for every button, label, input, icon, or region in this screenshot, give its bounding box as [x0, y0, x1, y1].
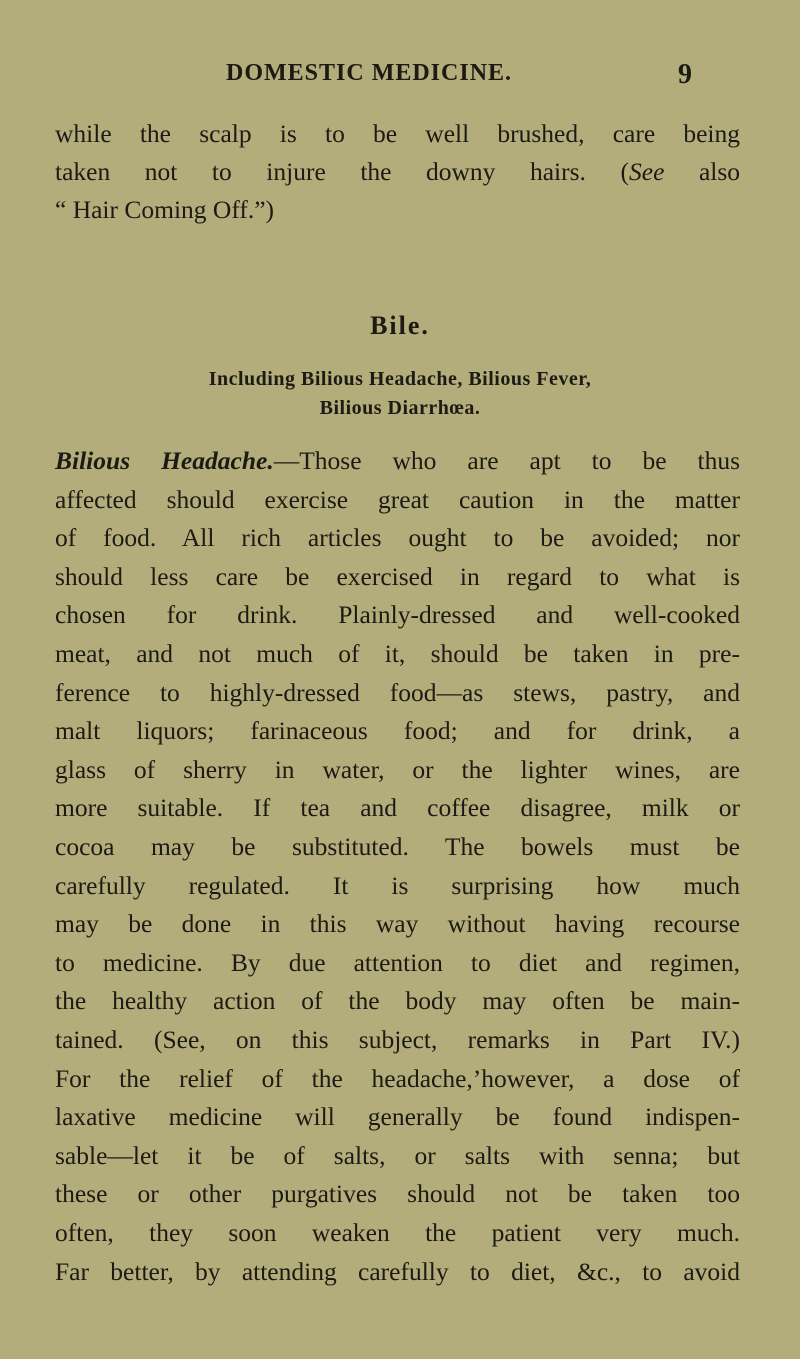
body-line	[55, 444, 740, 478]
body-line: sable—let it be of salts, or salts with senna; but	[55, 1140, 740, 1170]
body-line: For the relief of the headache,’however, a dose of	[55, 1063, 740, 1093]
running-head	[0, 60, 800, 90]
page-number: 9	[678, 59, 692, 90]
see-rest: also	[664, 157, 741, 186]
body-line: may be done in this way without having recourse	[55, 909, 740, 939]
body-line: cocoa may be substituted. The bowels must be	[55, 832, 740, 861]
body-line: laxative medicine will generally be found indispen-	[55, 1102, 740, 1132]
body-line: these or other purgatives should not be taken too	[55, 1179, 740, 1209]
body-line: to medicine. By due attention to diet and regimen,	[55, 947, 740, 977]
body-text: —Those who are apt to be thus	[273, 446, 740, 475]
section-title: Bile.	[370, 311, 430, 340]
section-subtitle: Bilious Diarrhœa.	[319, 397, 481, 419]
body-line: chosen for drink. Plainly-dressed and well-cooked	[55, 600, 740, 630]
see-open: (	[620, 157, 629, 186]
body-line: affected should exercise great caution in the matter	[55, 484, 740, 514]
intro-line: “ Hair Coming Off.”)	[55, 195, 275, 224]
body-line: meat, and not much of it, should be taken in pre-	[55, 639, 740, 668]
see-word: See	[629, 157, 665, 186]
section-subtitle: Including Bilious Headache, Bilious Fever,	[208, 368, 592, 390]
body-line: Far better, by attending carefully to diet, &c., to avoid	[55, 1256, 740, 1286]
intro-line	[55, 155, 740, 189]
body-line: of food. All rich articles ought to be avoided; nor	[55, 523, 740, 553]
running-title: DOMESTIC MEDICINE.	[226, 60, 513, 86]
body-line: ference to highly-dressed food—as stews, pastry, and	[55, 677, 740, 707]
body-line: tained. (See, on this subject, remarks in Part IV.)	[55, 1025, 740, 1054]
body-line: carefully regulated. It is surprising how much	[55, 870, 740, 900]
body-line: often, they soon weaken the patient very much.	[55, 1218, 740, 1247]
intro-line: while the scalp is to be well brushed, care being	[55, 119, 740, 148]
body-line: more suitable. If tea and coffee disagree, milk or	[55, 793, 740, 823]
body-line: glass of sherry in water, or the lighter wines, are	[55, 754, 740, 784]
body-line: malt liquors; farinaceous food; and for drink, a	[55, 716, 740, 746]
body-line: should less care be exercised in regard to what is	[55, 561, 740, 591]
intro-text: taken not to injure the downy hairs.	[55, 157, 586, 186]
body-line: the healthy action of the body may often be main-	[55, 986, 740, 1016]
run-in-heading: Bilious Headache.	[55, 446, 274, 475]
